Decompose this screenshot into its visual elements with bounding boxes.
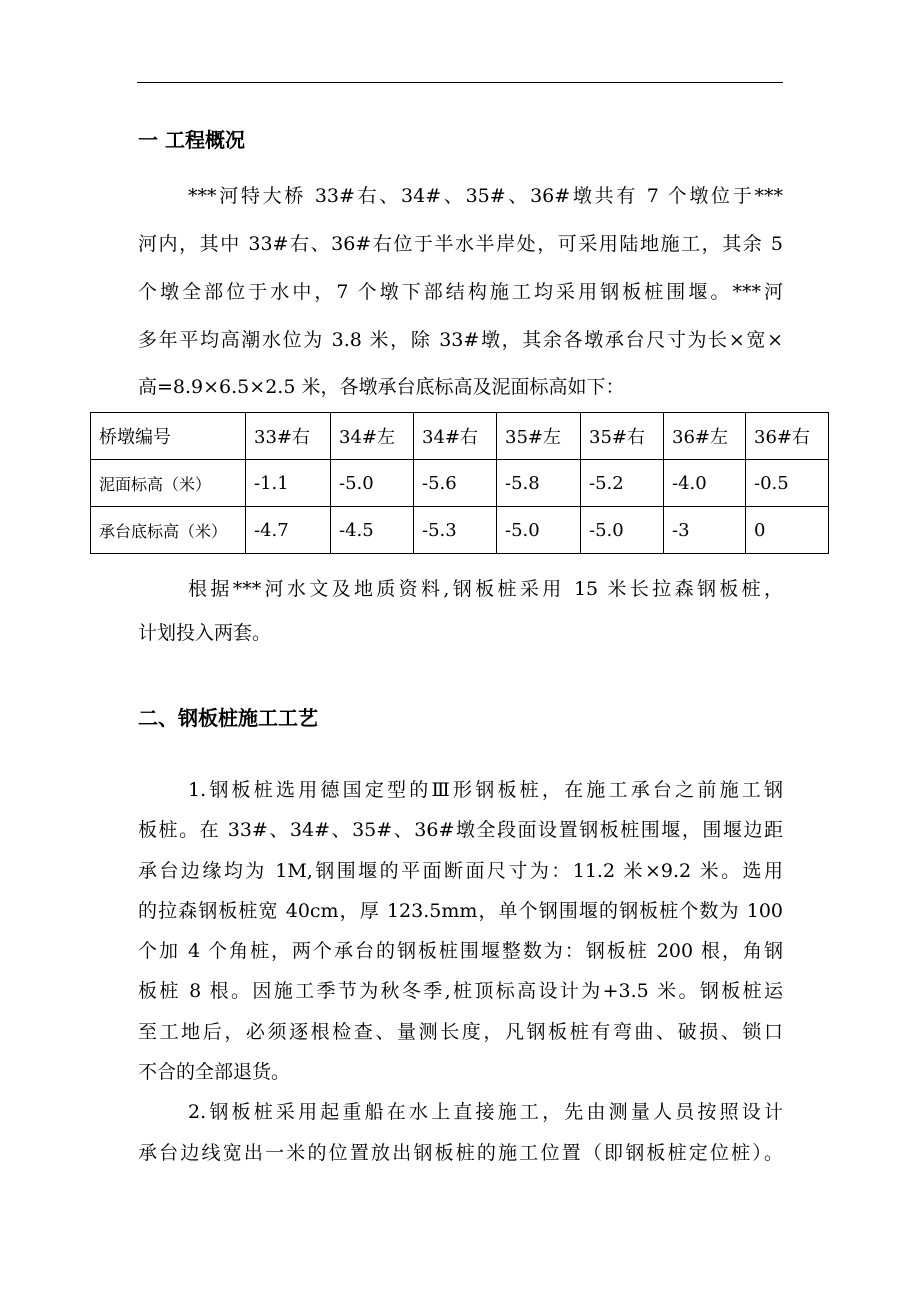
paragraph-line: 个墩全部位于水中，7 个墩下部结构施工均采用钢板桩围堰。***河 xyxy=(138,281,783,303)
paragraph-line: 高=8.9×6.5×2.5 米，各墩承台底标高及泥面标高如下： xyxy=(138,376,625,398)
table-cell: 35#左 xyxy=(497,413,581,460)
table-cell: -5.3 xyxy=(414,507,497,554)
paragraph-line: 承台边缘均为 1M,钢围堰的平面断面尺寸为：11.2 米×9.2 米。选用 xyxy=(138,860,783,882)
table-cell: -5.0 xyxy=(497,507,581,554)
section-title-process: 二、钢板桩施工工艺 xyxy=(138,706,318,730)
paragraph-line: 不合的全部退货。 xyxy=(138,1061,291,1083)
header-rule xyxy=(137,82,783,83)
table-cell: -4.7 xyxy=(246,507,331,554)
paragraph-line: 板桩 8 根。因施工季节为秋冬季,桩顶标高设计为+3.5 米。钢板桩运 xyxy=(138,980,783,1002)
paragraph-line: 计划投入两套。 xyxy=(138,622,272,644)
table-cell: -5.6 xyxy=(414,460,497,507)
table-cell: -5.2 xyxy=(581,460,664,507)
paragraph-line: 的拉森钢板桩宽 40cm，厚 123.5mm，单个钢围堰的钢板桩个数为 100 xyxy=(138,900,783,922)
table-cell: 0 xyxy=(746,507,829,554)
table-cell: 34#右 xyxy=(414,413,497,460)
paragraph-line: 板桩。在 33#、34#、35#、36#墩全段面设置钢板桩围堰，围堰边距 xyxy=(138,819,783,841)
table-cell: -0.5 xyxy=(746,460,829,507)
table-cell: -3 xyxy=(664,507,746,554)
table-cell: 承台底标高（米） xyxy=(91,507,246,554)
paragraph-line: 个加 4 个角桩，两个承台的钢板桩围堰整数为：钢板桩 200 根，角钢 xyxy=(138,940,783,962)
table-cell: -1.1 xyxy=(246,460,331,507)
table-header-row xyxy=(91,413,829,460)
section-title-overview: 一 工程概况 xyxy=(138,128,245,152)
table-cell: 桥墩编号 xyxy=(91,413,246,460)
table-cell: -5.0 xyxy=(331,460,414,507)
table-cell: -4.5 xyxy=(331,507,414,554)
paragraph-line: 根据***河水文及地质资料,钢板桩采用 15 米长拉森钢板桩， xyxy=(188,578,783,600)
paragraph-line: 1.钢板桩选用德国定型的Ⅲ形钢板桩，在施工承台之前施工钢 xyxy=(188,779,783,801)
table-cell: 36#右 xyxy=(746,413,829,460)
table-cell: 泥面标高（米） xyxy=(91,460,246,507)
table-cell: -4.0 xyxy=(664,460,746,507)
pier-elevation-table xyxy=(90,412,829,554)
paragraph-line: 河内，其中 33#右、36#右位于半水半岸处，可采用陆地施工，其余 5 xyxy=(138,233,783,255)
table-cell: 36#左 xyxy=(664,413,746,460)
table-row xyxy=(91,507,829,554)
paragraph-line: 承台边线宽出一米的位置放出钢板桩的施工位置（即钢板桩定位桩）。 xyxy=(138,1142,783,1164)
table-cell: 35#右 xyxy=(581,413,664,460)
paragraph-line: ***河特大桥 33#右、34#、35#、36#墩共有 7 个墩位于*** xyxy=(188,185,783,207)
paragraph-line: 多年平均高潮水位为 3.8 米，除 33#墩，其余各墩承台尺寸为长×宽× xyxy=(138,329,783,351)
table-cell: 34#左 xyxy=(331,413,414,460)
paragraph-line: 2.钢板桩采用起重船在水上直接施工，先由测量人员按照设计 xyxy=(188,1101,783,1123)
table-cell: 33#右 xyxy=(246,413,331,460)
paragraph-line: 至工地后，必须逐根检查、量测长度，凡钢板桩有弯曲、破损、锁口 xyxy=(138,1021,783,1043)
table-row xyxy=(91,460,829,507)
table-cell: -5.0 xyxy=(581,507,664,554)
table-cell: -5.8 xyxy=(497,460,581,507)
